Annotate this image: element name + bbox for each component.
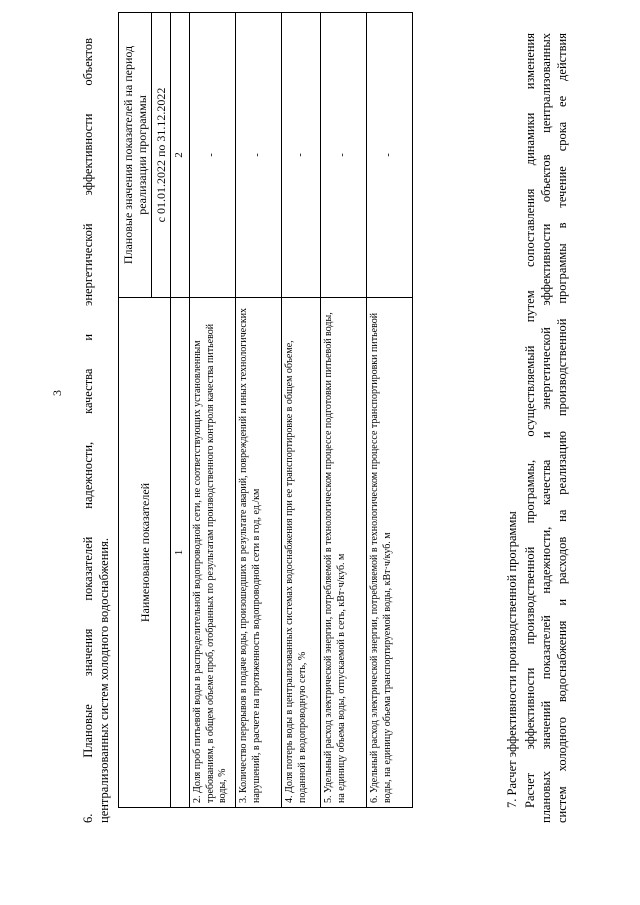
table-row <box>236 13 282 808</box>
section-6-title: 6. Плановые значения показателей надежности, качества и энергетической эффективности объектов <box>81 38 95 823</box>
indicator-value: - <box>367 13 413 298</box>
header-period: с 01.01.2022 по 31.12.2022 <box>152 13 171 298</box>
section-7-title: 7. Расчет эффективности производственной программы <box>505 511 519 808</box>
header-plan-values: Плановые значения показателей на период реализации программы <box>119 13 152 298</box>
section-6-title-continuation: централизованных систем холодного водоснабжения. <box>97 538 111 823</box>
table-row <box>282 13 321 808</box>
section-7-paragraph <box>522 33 570 823</box>
column-number-2: 2 <box>171 13 190 298</box>
indicator-name: 4. Доля потерь воды в централизованных системах водоснабжения при ее транспортировке в общем объеме, поданной в водопроводную сеть, % <box>282 298 321 808</box>
paragraph-line: Расчет эффективности производственной программы, осуществляемый путем сопоставления динамики изменения <box>523 33 537 808</box>
indicator-value: - <box>190 13 236 298</box>
indicator-name: 6. Удельный расход электрической энергии, потребляемой в технологическом процессе транспортировки питьевой воды, на единицу объема транспортируемой воды, кВт·ч/куб. м <box>367 298 413 808</box>
paragraph-line: плановых значений показателей надежности, качества и энергетической эффективности объектов централизованных <box>539 33 553 823</box>
header-indicator-name: Наименование показателей <box>119 298 171 808</box>
page-number: 3 <box>50 390 64 396</box>
indicator-name: 3. Количество перерывов в подаче воды, произошедших в результате аварий, повреждений и иных технологических нарушений, в расчете на протяженность водопроводной сети в год, ед./км <box>236 298 282 808</box>
indicator-name: 2. Доля проб питьевой воды в распределительной водопроводной сети, не соответствующих установленным требованиям, в общем объеме проб, отобранных по результатам производственного контроля качества питьевой воды, % <box>190 298 236 808</box>
paragraph-line: систем холодного водоснабжения и расходов на реализацию производственной программы в течение срока ее действия <box>555 33 569 823</box>
table-column-numbers-row <box>171 13 190 808</box>
table-row <box>367 13 413 808</box>
indicator-name: 5. Удельный расход электрической энергии, потребляемой в технологическом процессе подготовки питьевой воды, на единицу объема воды, отпускаемой в сеть, кВт·ч/куб. м <box>321 298 367 808</box>
table-row <box>190 13 236 808</box>
indicator-value: - <box>321 13 367 298</box>
indicator-value: - <box>236 13 282 298</box>
column-number-1: 1 <box>171 298 190 808</box>
table-row <box>321 13 367 808</box>
indicators-table <box>118 12 413 808</box>
table-header-row <box>119 13 152 808</box>
indicator-value: - <box>282 13 321 298</box>
